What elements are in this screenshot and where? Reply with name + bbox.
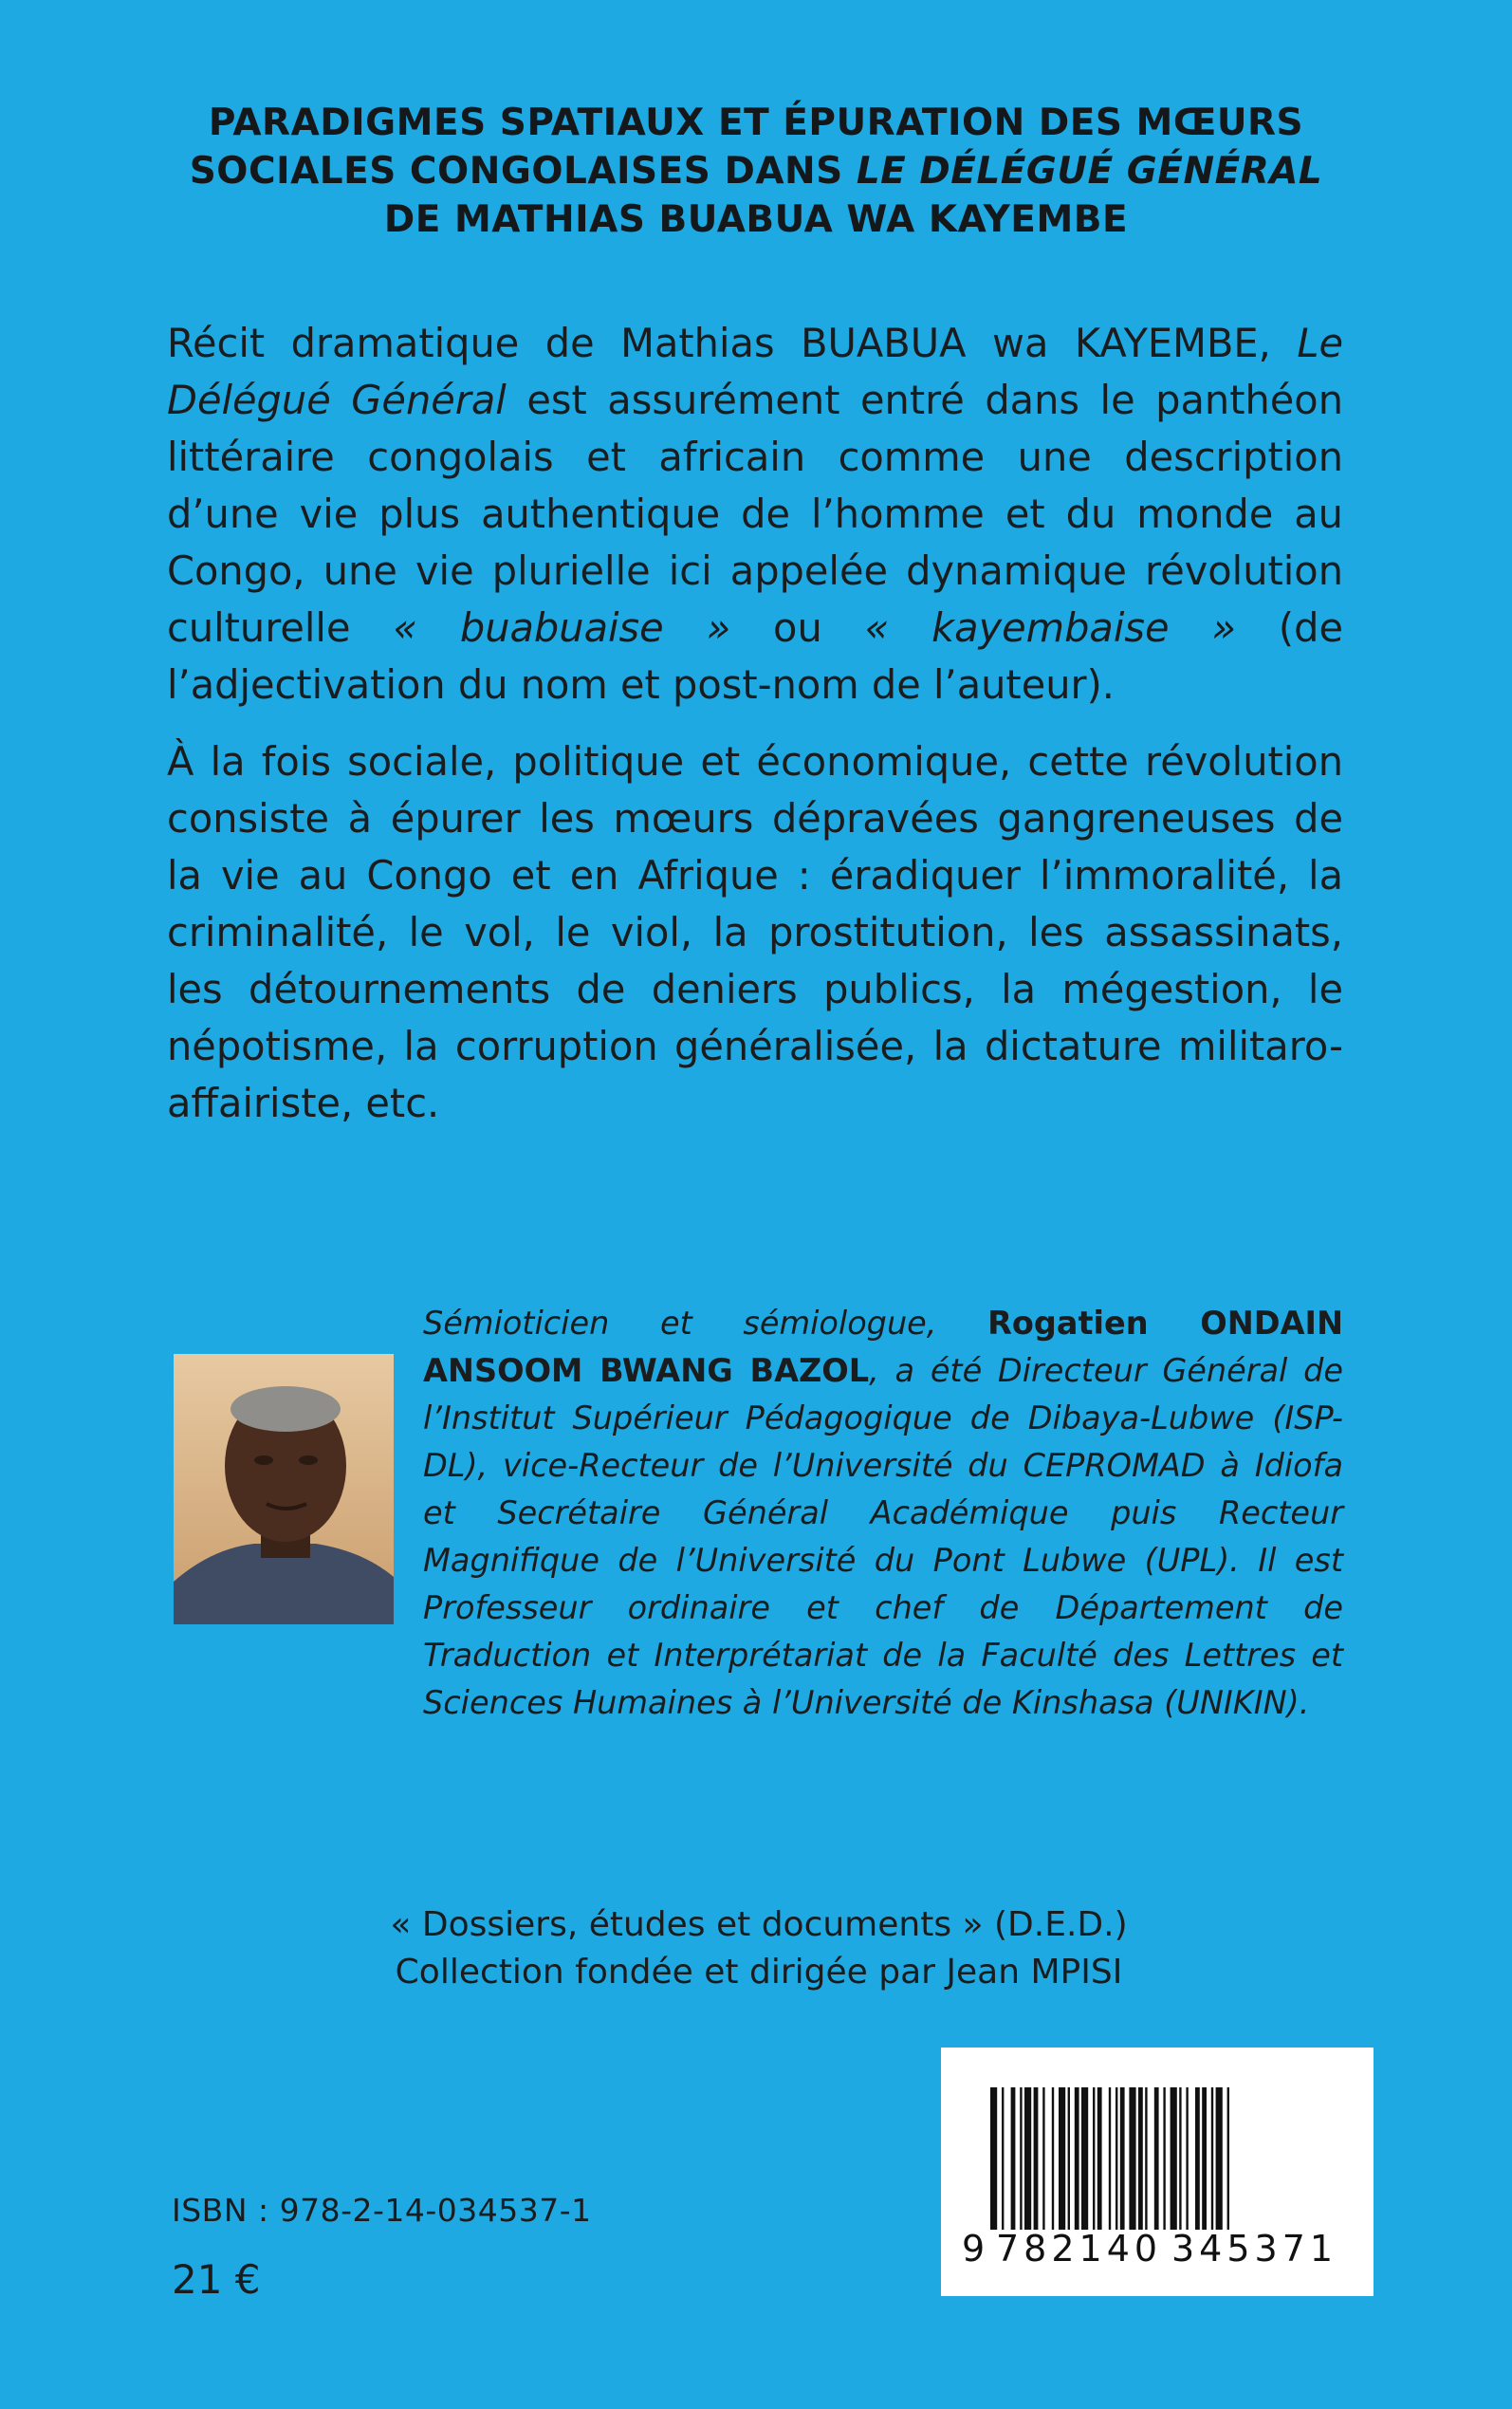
p1-term-kayembaise: « kayembaise » xyxy=(864,604,1237,651)
barcode-bar xyxy=(1059,2087,1065,2230)
barcode-bar xyxy=(1011,2087,1016,2230)
barcode-bar xyxy=(1109,2087,1111,2230)
barcode-bar xyxy=(1179,2087,1181,2230)
bio-text: , a été Directeur Général de l’Institut Supérieur Pédagogique de Dibaya-Lubwe (ISP-DL), vice-Recteur de l’Université du CEPROMAD à Idiofa et Secrétaire Général Académique puis Recteur Magnifique de l’Université du Pont Lubwe (UPL). Il est Professeur ordinaire et chef de Département de Traduction et Interprétariat de la Faculté des Lettres et Sciences Humaines à l’Université de Kinshasa (UNIKIN). xyxy=(423,1352,1343,1721)
barcode-bar xyxy=(1186,2087,1188,2230)
barcode-bar xyxy=(1202,2087,1207,2230)
barcode-bar xyxy=(1020,2087,1022,2230)
p1-book-title: Le Délégué Général xyxy=(167,320,1343,423)
summary-paragraph-2: À la fois sociale, politique et économique, cette révolution consiste à épurer les mœurs dépravées gangreneuses de la vie au Congo et en Afrique : éradiquer l’immoralité, la criminalité, le vol, le viol, la prostitution, les assassinats, les détournements de deniers publics, la mégestion, le népotisme, la corruption généralisée, la dictature militaro-affairiste, etc. xyxy=(167,738,1343,1126)
title-line-3: DE MATHIAS BUABUA WA KAYEMBE xyxy=(383,198,1129,241)
barcode-bar xyxy=(990,2087,997,2230)
barcode-first-digit: 9 xyxy=(962,2228,986,2270)
barcode-group-1: 782140 xyxy=(996,2228,1163,2270)
barcode-bar xyxy=(1116,2087,1117,2230)
barcode-bar xyxy=(1154,2087,1159,2230)
bio-intro: Sémioticien et sémiologue, xyxy=(423,1305,988,1342)
p1-text-1: Récit dramatique de Mathias BUABUA wa KAYEMBE, xyxy=(167,320,1298,366)
barcode-bar xyxy=(1002,2087,1004,2230)
barcode-bar xyxy=(1081,2087,1088,2230)
barcode-bar xyxy=(1052,2087,1054,2230)
barcode-bars xyxy=(990,2087,1229,2230)
collection-director: Collection fondée et dirigée par Jean MPISI xyxy=(395,1953,1123,1992)
p1-text-2: est assurément entré dans le panthéon littéraire congolais et africain comme une description d’une vie plus authentique de l’homme et du monde au Congo, une vie plurielle ici appelée dynamique révolution culturelle xyxy=(167,377,1343,651)
barcode-bar xyxy=(1120,2087,1125,2230)
barcode-bar xyxy=(1171,2087,1177,2230)
title-line-1: PARADIGMES SPATIAUX ET ÉPURATION DES MŒURS xyxy=(208,102,1304,144)
barcode-bar xyxy=(1163,2087,1165,2230)
barcode-bar xyxy=(1129,2087,1135,2230)
barcode-bar xyxy=(1042,2087,1044,2230)
isbn: ISBN : 978-2-14-034537-1 xyxy=(172,2192,592,2229)
barcode-bar xyxy=(1216,2087,1223,2230)
p1-text-3: ou xyxy=(730,604,865,651)
author-photo xyxy=(174,1354,394,1624)
summary-paragraph-1 xyxy=(167,315,1343,713)
barcode-bar xyxy=(1138,2087,1143,2230)
barcode-bar xyxy=(1093,2087,1095,2230)
p1-term-buabuaise: « buabuaise » xyxy=(393,604,731,651)
barcode-bar xyxy=(1211,2087,1213,2230)
barcode-graphic xyxy=(941,2048,1374,2296)
collection-name: « Dossiers, études et documents » (D.E.D.) xyxy=(390,1905,1128,1944)
barcode xyxy=(941,2048,1374,2296)
barcode-bar xyxy=(1195,2087,1200,2230)
barcode-bar xyxy=(1145,2087,1147,2230)
barcode-bar xyxy=(1024,2087,1031,2230)
book-title xyxy=(142,99,1370,244)
barcode-group-2: 345371 xyxy=(1171,2228,1338,2270)
barcode-bar xyxy=(1068,2087,1070,2230)
author-biography xyxy=(423,1300,1343,1727)
p1-text-4: (de l’adjectivation du nom et post-nom de l’auteur). xyxy=(167,604,1343,708)
title-line-2 xyxy=(142,147,1370,195)
barcode-bar xyxy=(1097,2087,1102,2230)
collection-info xyxy=(285,1901,1233,1996)
title-line-2-italic: LE DÉLÉGUÉ GÉNÉRAL xyxy=(856,150,1323,193)
author-name: Rogatien ONDAIN ANSOOM BWANG BAZOL xyxy=(423,1305,1343,1389)
barcode-bar xyxy=(1227,2087,1229,2230)
barcode-bar xyxy=(1034,2087,1039,2230)
barcode-bar xyxy=(1075,2087,1079,2230)
price: 21 € xyxy=(172,2256,261,2303)
title-line-2-text: SOCIALES CONGOLAISES DANS xyxy=(189,150,857,193)
